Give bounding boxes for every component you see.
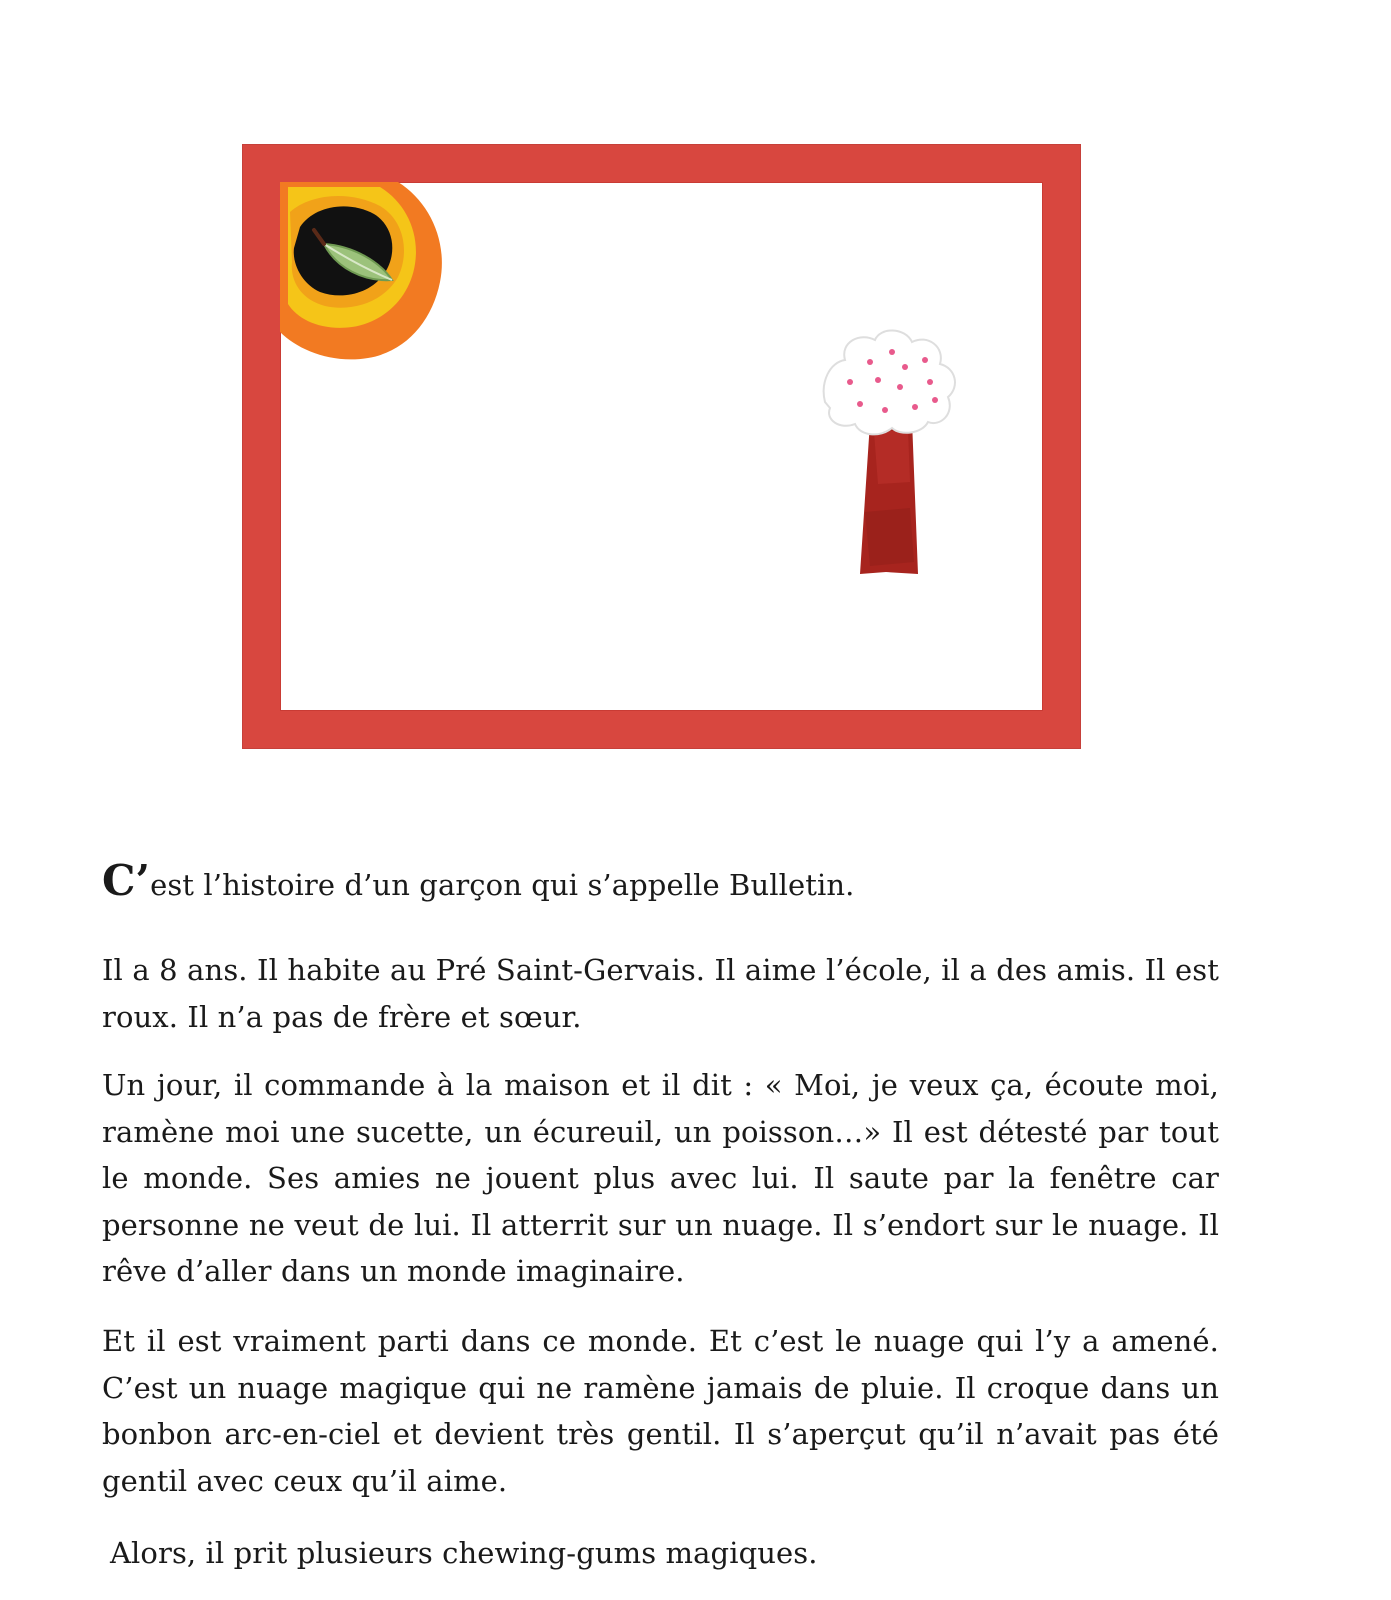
tree-icon — [824, 330, 955, 574]
illustration-frame — [243, 145, 1080, 748]
dropcap: C’ — [102, 856, 151, 905]
story-paragraph-1 — [102, 856, 1219, 909]
child-drawing — [280, 182, 1043, 711]
story-paragraph-1-text: est l’histoire d’un garçon qui s’appelle Bulletin. — [150, 868, 855, 902]
story-paragraph-4: Et il est vraiment parti dans ce monde. Et c’est le nuage qui l’y a amené. C’est un nuage magique qui ne ramène jamais de pluie. Il croque dans un bonbon arc-en-ciel et devient très gentil. Il s’aperçut qu’il n’avait pas été gentil avec ceux qu’il aime. — [102, 1324, 1219, 1498]
story-paragraph-5: Alors, il prit plusieurs chewing-gums magiques. — [110, 1536, 818, 1570]
story-paragraph-2: Il a 8 ans. Il habite au Pré Saint-Gervais. Il aime l’école, il a des amis. Il est roux. Il n’a pas de frère et sœur. — [102, 953, 1219, 1034]
story-paragraph-3: Un jour, il commande à la maison et il dit : « Moi, je veux ça, écoute moi, ramène moi une sucette, un écureuil, un poisson…» Il est détesté par tout le monde. Ses amies ne jouent plus avec lui. Il saute par la fenêtre car personne ne veut de lui. Il atterrit sur un nuage. Il s’endort sur le nuage. Il rêve d’aller dans un monde imaginaire. — [102, 1068, 1219, 1288]
